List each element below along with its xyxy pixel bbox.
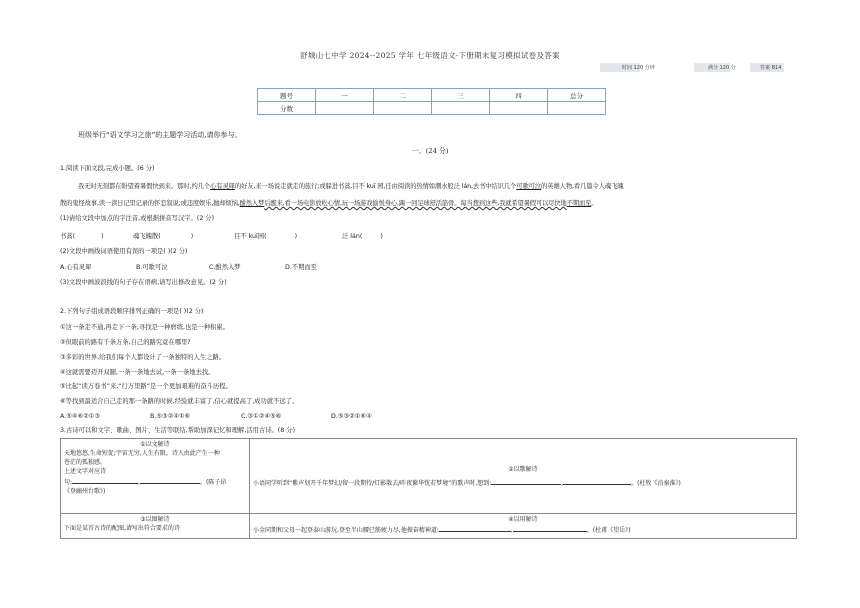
underlined-word: 不期而至 (566, 200, 592, 207)
answer-blank[interactable] (491, 477, 561, 485)
q1-sub3: (3)文段中画波浪线的句子存在语病,请写出修改意见。(2 分) (60, 279, 227, 286)
passage-text: 的好友,来一场说走就走的旅行;或躲进书蒿,目不 kuī 园,任由阅读的热情如潮水般泛 lán,去书中结识几个 (234, 183, 517, 190)
score-cell: 总分 (548, 89, 606, 102)
q1-title: 1.阅读下面文段,完成小题。(6 分) (60, 165, 155, 172)
score-table-value-row (258, 102, 606, 115)
q2-option-c[interactable]: C.③①②④⑤⑥ (241, 413, 282, 420)
q3-cell-image (61, 514, 250, 539)
q1-sub1-items (342, 232, 383, 241)
q3-cell-line: 小语同学听到“紫声划开千年梦幻/留一段期待/灯影散去/昨夜繁华恍若梦境”的歌声时,想到: (253, 479, 492, 487)
pinyin-item: ) (190, 233, 194, 240)
q1-sub1-items (234, 232, 297, 241)
wavy-sentence: 后醒来,看一场电影放松心情,玩一场游戏愉悦身心,踢一回足球舒活筋骨。每当想到这些,我就希望暑假可以尽快地 (264, 200, 567, 207)
exam-meta (600, 63, 830, 73)
score-cell: 分数 (258, 102, 316, 115)
pinyin-item: ) (294, 233, 298, 240)
score-input-cell[interactable] (374, 102, 432, 115)
q1-sub1-items (133, 232, 193, 241)
score-input-cell[interactable] (490, 102, 548, 115)
q3-cell-answer-line: 小金同期和父母一起登泰山游玩,登至半山腰已筋疲力尽,他振奋精神道: , 。(杜甫《望岳》) (253, 524, 793, 535)
q3-title: 3.古诗可以和文字、歌曲、图片、生活等联结,帮助加深记忆和理解,活用古诗。(8 分) (60, 427, 296, 434)
q3-row (61, 439, 797, 514)
q3-cell-line: 。(陈子昂 (199, 479, 227, 486)
q3-cell-line: 上述文字对应诗 (64, 468, 107, 475)
q3-cell-line: 苍茫的孤独感。 (64, 459, 107, 466)
q2-item: ④这就需要迈开双腿,一条一条地去试,一条一条地去找。 (60, 369, 215, 376)
passage-text: 散的鬼怪故事,读一读日记里记录的怀恋叙说;或违度娱乐,抛却烦恼, (60, 200, 240, 207)
q3-table (60, 438, 797, 539)
answer-info: 答案 B14 (760, 65, 782, 71)
q2-item: ⑤比起“读万卷书”来,“行万里路”是一个更加艰难的奋斗历程。 (60, 383, 232, 390)
q1-sub2: (2)文段中画线词语使用有误的一项是( )(2 分) (60, 248, 188, 255)
underlined-word: 酣然入梦 (239, 200, 265, 207)
pinyin-item: 泛 lán( (342, 233, 363, 240)
pinyin-item: ) (101, 233, 104, 240)
q2-item: ①这一条走不通,再走下一条,寻找是一种磨练,也是一种积累。 (60, 324, 230, 331)
total-info: 满分 120 分 (708, 65, 736, 71)
q1-sub1-items (60, 232, 104, 241)
q3-cell-heading: ①以文解诗 (140, 441, 170, 448)
score-input-cell[interactable] (316, 102, 374, 115)
q3-cell-line: 。(杜牧《泊秦淮》) (631, 479, 681, 487)
underlined-word: 可歌可泣 (516, 183, 542, 190)
score-cell: 二 (374, 89, 432, 102)
q3-cell-heading: ④以用解诗 (508, 516, 538, 523)
answer-blank[interactable] (513, 524, 587, 532)
pinyin-item: 书蒿( (60, 233, 76, 240)
q3-cell-answer-line: 小语同学听到“紫声划开千年梦幻/留一段期待/灯影散去/昨夜繁华恍若梦境”的歌声时,想到: , 。(杜牧《泊秦淮》) (253, 477, 793, 488)
q3-cell-line: 下面是某首古诗的配图,请写出符合要求的诗 (64, 525, 180, 532)
q2-option-d[interactable]: D.⑤③②①⑥④ (331, 413, 372, 420)
q2-option-b[interactable]: B.⑤③②④①⑥ (150, 413, 191, 420)
score-input-cell[interactable] (432, 102, 490, 115)
passage-text: 的英雄人物,看几篇令人魂飞魄 (541, 183, 624, 190)
q2-title: 2.下列句子组成语段顺序排列正确的一项是( )(2 分) (60, 308, 204, 315)
q1-passage-line2 (60, 199, 597, 208)
q2-item: ②但眼前的路有千条万条,自己的路究竟在哪里? (60, 339, 191, 346)
pinyin-item: 目不 kuī园( (234, 233, 267, 240)
underlined-word: 心有灵犀 (210, 183, 235, 190)
q1-sub2-option-b[interactable]: B.可歌可泣 (136, 264, 168, 271)
answer-blank[interactable] (563, 477, 631, 485)
q1-sub1: (1)请给文段中加点的字注音,或根据拼音写汉字。(2 分) (60, 215, 215, 222)
passage-text: 我无时无刻都在盼望着暑假快到来。那时,约几个 (78, 183, 211, 190)
q3-cell-line: 。(杜甫《望岳》) (586, 527, 631, 534)
answer-blank[interactable] (140, 476, 200, 484)
q2-option-a[interactable]: A.⑤④⑥②①③ (60, 413, 101, 420)
q2-item: ⑥等找到最适合自己走的那一条路的时候,经验就丰富了,信心就提高了,成功就不远了。 (60, 398, 299, 405)
score-table-header-row (258, 89, 606, 102)
score-cell: 一 (316, 89, 374, 102)
q1-sub2-option-d[interactable]: D.不期而至 (285, 264, 318, 271)
score-input-cell[interactable] (548, 102, 606, 115)
intro-text: 班级举行“语文学习之旅”的主题学习活动,请你参与。 (78, 131, 242, 139)
passage-text: 。 (591, 200, 598, 207)
answer-blank[interactable] (72, 476, 138, 484)
q1-sub2-option-a[interactable]: A.心有灵犀 (60, 264, 92, 271)
score-table (257, 88, 606, 115)
pinyin-item: 魂飞魄散( (133, 233, 161, 240)
pinyin-item: ) (380, 233, 383, 240)
q1-passage-line1 (78, 182, 624, 191)
q1-sub2-option-c[interactable]: C.酣然入梦 (209, 264, 241, 271)
score-cell: 三 (432, 89, 490, 102)
score-cell: 四 (490, 89, 548, 102)
document-title: 舒城山七中学 2024--2025 学年 七年级语文·下册期末复习模拟试卷及答案 (300, 51, 560, 60)
q3-cell-answer-line: 句: , 。(陈子昂 (64, 476, 246, 487)
q3-cell-song (250, 439, 797, 514)
q3-cell-line: 句: (64, 479, 73, 486)
time-info: 时间 120 分钟 (622, 65, 655, 71)
q3-cell-usage (250, 514, 797, 539)
q3-cell-line: 天地悠悠,生命短促;宇宙无穷,人生有限。诗人由此产生一种 (64, 450, 220, 457)
q3-row (61, 514, 797, 539)
q3-cell-heading: ③以图解诗 (140, 516, 170, 523)
section-one-heading: 一、(24 分) (412, 147, 449, 155)
q3-cell-text (61, 439, 250, 514)
q3-cell-line: 《登幽州台歌》) (64, 488, 106, 495)
q3-cell-line: 小金同期和父母一起登泰山游玩,登至半山腰已筋疲力尽,他振奋精神道: (253, 527, 439, 534)
answer-blank[interactable] (439, 524, 511, 532)
q3-cell-heading: ②以歌解诗 (508, 465, 538, 473)
q2-item: ③多彩的世界,给我们每个人都设计了一条独特的人生之路。 (60, 354, 226, 361)
score-cell: 题号 (258, 89, 316, 102)
